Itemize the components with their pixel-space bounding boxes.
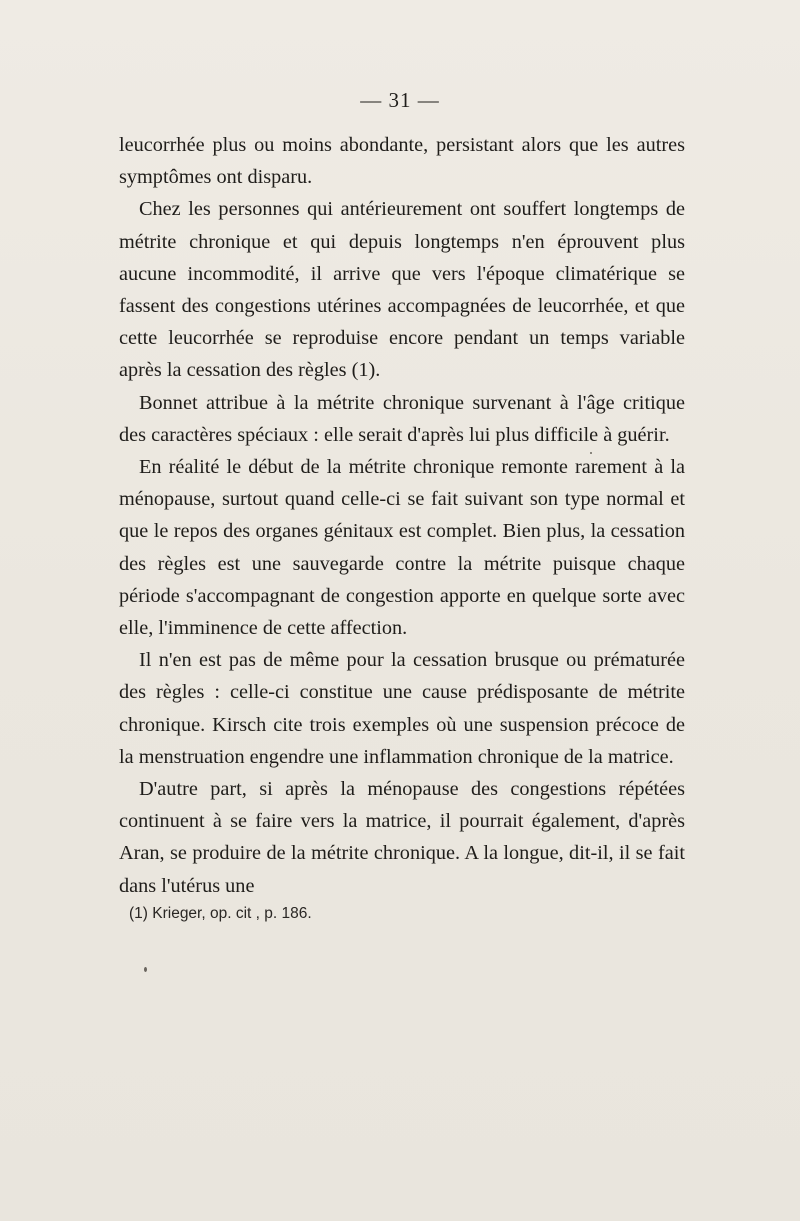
page-speck [590,452,592,454]
paragraph-6: D'autre part, si après la ménopause des congestions répétées continuent à se faire vers la matrice, il pourrait également, d'après Aran, se produire de la métrite chronique. A la longue, dit-il, il se fait dans l'utérus une [119,778,685,897]
body-text [119,129,685,902]
footnote: (1) Krieger, op. cit , p. 186. [129,905,312,922]
paragraph-5: Il n'en est pas de même pour la cessation brusque ou prématurée des règles : celle-ci constitue une cause prédisposante de métrite chronique. Kirsch cite trois exemples où une suspension précoce de la menstruation engendre une inflammation chronique de la matrice. [119,649,685,768]
paragraph-4: En réalité le début de la métrite chronique remonte rarement à la ménopause, surtout quand celle-ci se fait suivant son type normal et que le repos des organes génitaux est complet. Bien plus, la cessation des règles est une sauvegarde contre la métrite puisque chaque période s'accompagnant de congestion apporte en quelque sorte avec elle, l'imminence de cette affection. [119,456,685,640]
paragraph-1: leucorrhée plus ou moins abondante, persistant alors que les autres symptômes ont disparu. [119,134,685,189]
page-number: — 31 — [360,88,440,112]
paragraph-2: Chez les personnes qui antérieurement ont souffert longtemps de métrite chronique et qui depuis longtemps n'en éprouvent plus aucune incommodité, il arrive que vers l'époque climatérique se fassent des congestions utérines accompagnées de leucorrhée, et que cette leucorrhée se reproduise encore pendant un temps variable après la cessation des règles (1). [119,198,685,382]
paragraph-3: Bonnet attribue à la métrite chronique survenant à l'âge critique des caractères spéciaux : elle serait d'après lui plus difficile à guérir. [119,391,685,446]
page-speck [144,967,147,972]
